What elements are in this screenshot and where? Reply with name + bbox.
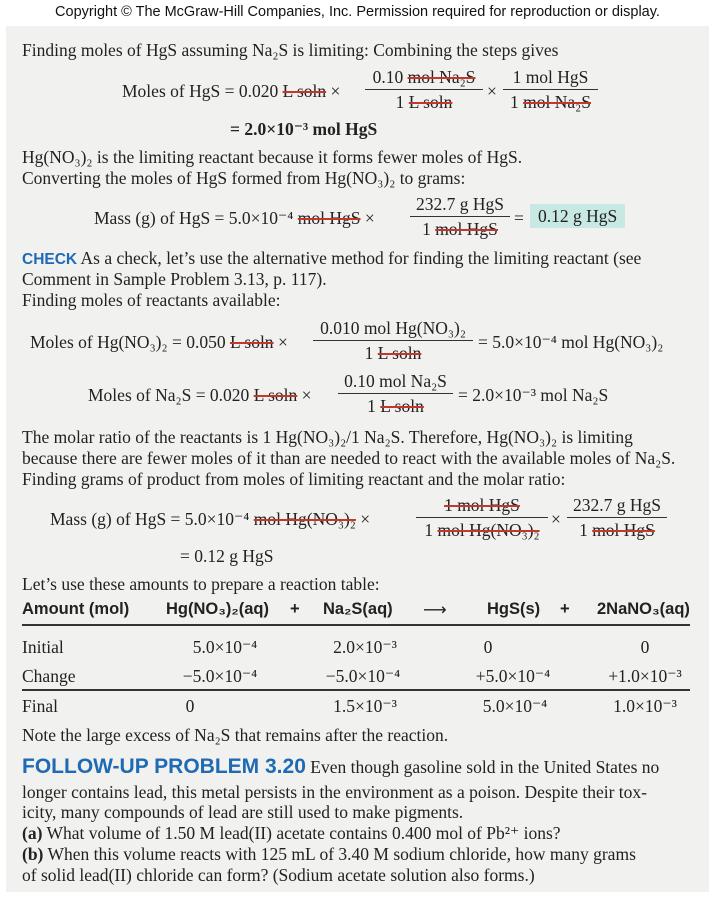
note-line: Note the large excess of Na₂S that remains after the reaction. bbox=[22, 725, 449, 745]
eq2-answer: 0.12 g HgS bbox=[530, 206, 625, 226]
eq1-fraction-2: 1 mol HgS 1 mol Na₂S bbox=[503, 67, 598, 112]
followup-title: FOLLOW-UP PROBLEM 3.20 bbox=[22, 755, 306, 778]
intro-line: Finding moles of HgS assuming Na₂S is limiting: Combining the steps gives bbox=[22, 40, 559, 60]
eq5-result: = 0.12 g HgS bbox=[180, 546, 274, 566]
eq4-lhs: Moles of Na₂S = 0.020 L soln × bbox=[88, 385, 312, 405]
cell: 0 bbox=[185, 696, 195, 716]
reaction-arrow: ⟶ bbox=[423, 601, 447, 619]
cell: 1.5×10⁻³ bbox=[333, 696, 397, 716]
eq1-fraction-1: 0.10 mol Na₂S 1 L soln bbox=[365, 67, 483, 112]
para2-line3: Finding grams of product from moles of limiting reactant and the molar ratio: bbox=[22, 469, 566, 489]
eq5-fraction-1: 1 mol HgS 1 mol Hg(NO₃)₂ bbox=[416, 495, 548, 540]
followup-part-a: (a) What volume of 1.50 M lead(II) acetate contains 0.400 mol of Pb²⁺ ions? bbox=[22, 823, 561, 843]
table-header-hgs: HgS(s) bbox=[487, 600, 541, 618]
followup-line2: longer contains lead, this metal persists in the environment as a poison. Despite their tox- bbox=[22, 782, 648, 802]
table-header-plus-2: + bbox=[560, 600, 570, 618]
eq3-result: = 5.0×10⁻⁴ mol Hg(NO₃)₂ bbox=[478, 332, 664, 352]
para2-line2: because there are fewer moles of it than are needed to react with the available moles of Na₂S. bbox=[22, 448, 676, 468]
table-header-rule bbox=[22, 624, 690, 626]
eq3-lhs: Moles of Hg(NO₃)₂ = 0.050 L soln × bbox=[30, 332, 288, 352]
cell: −5.0×10⁻⁴ bbox=[182, 666, 258, 686]
eq5-fraction-2: 232.7 g HgS 1 mol HgS bbox=[567, 495, 667, 540]
cell: −5.0×10⁻⁴ bbox=[325, 666, 401, 686]
table-header-hgno3: Hg(NO₃)₂(aq) bbox=[166, 600, 269, 618]
eq2-equals: = bbox=[514, 208, 524, 228]
table-final-rule bbox=[22, 689, 690, 691]
eq2-fraction: 232.7 g HgS 1 mol HgS bbox=[410, 194, 510, 239]
check-line3: Finding moles of reactants available: bbox=[22, 290, 281, 310]
followup-line3: icity, many compounds of lead are still used to make pigments. bbox=[22, 802, 464, 822]
check-label: CHECK bbox=[22, 251, 78, 268]
row-label: Final bbox=[22, 696, 58, 716]
check-line2: Comment in Sample Problem 3.13, p. 117). bbox=[22, 269, 327, 289]
followup-part-b: (b) When this volume reacts with 125 mL of 3.40 M sodium chloride, how many grams bbox=[22, 844, 636, 864]
eq1-times: × bbox=[487, 81, 497, 101]
eq2-lhs: Mass (g) of HgS = 5.0×10⁻⁴ mol HgS × bbox=[94, 208, 375, 228]
eq4-fraction: 0.10 mol Na₂S 1 L soln bbox=[338, 371, 453, 416]
eq5-times: × bbox=[551, 509, 561, 529]
eq3-fraction: 0.010 mol Hg(NO₃)₂ 1 L soln bbox=[313, 318, 473, 363]
eq5-lhs: Mass (g) of HgS = 5.0×10⁻⁴ mol Hg(NO₃)₂ × bbox=[50, 509, 371, 529]
cell: 1.0×10⁻³ bbox=[613, 696, 677, 716]
check-line1: CHECK As a check, let’s use the alternative method for finding the limiting reactant (see bbox=[22, 248, 642, 268]
followup-line1: FOLLOW-UP PROBLEM 3.20 Even though gasoline sold in the United States no bbox=[22, 755, 660, 778]
para1-line1: Hg(NO₃)₂ is the limiting reactant because it forms fewer moles of HgS. bbox=[22, 147, 523, 167]
eq1-result: = 2.0×10⁻³ mol HgS bbox=[230, 119, 378, 139]
table-header-amount: Amount (mol) bbox=[22, 600, 130, 618]
para2-line1: The molar ratio of the reactants is 1 Hg(NO₃)₂/1 Na₂S. Therefore, Hg(NO₃)₂ is limiting bbox=[22, 427, 633, 447]
cell: +1.0×10⁻³ bbox=[608, 666, 682, 686]
cell: +5.0×10⁻⁴ bbox=[475, 666, 551, 686]
table-intro: Let’s use these amounts to prepare a reaction table: bbox=[22, 574, 380, 594]
para1-line2: Converting the moles of HgS formed from Hg(NO₃)₂ to grams: bbox=[22, 168, 466, 188]
eq1-lhs: Moles of HgS = 0.020 L soln × bbox=[122, 81, 341, 101]
table-header-plus-1: + bbox=[290, 600, 300, 618]
cell: 5.0×10⁻⁴ bbox=[192, 637, 258, 657]
table-header-na2s: Na₂S(aq) bbox=[323, 600, 393, 618]
copyright-notice: Copyright © The McGraw-Hill Companies, Inc. Permission required for reproduction or display. bbox=[55, 4, 660, 20]
followup-part-b-cont: of solid lead(II) chloride can form? (Sodium acetate solution also forms.) bbox=[22, 865, 535, 885]
cell: 0 bbox=[640, 637, 650, 657]
eq4-result: = 2.0×10⁻³ mol Na₂S bbox=[458, 385, 609, 405]
cell: 5.0×10⁻⁴ bbox=[482, 696, 548, 716]
row-label: Initial bbox=[22, 637, 64, 657]
cell: 0 bbox=[483, 637, 493, 657]
table-header-nano3: 2NaNO₃(aq) bbox=[597, 600, 690, 618]
cell: 2.0×10⁻³ bbox=[333, 637, 397, 657]
row-label: Change bbox=[22, 666, 76, 686]
